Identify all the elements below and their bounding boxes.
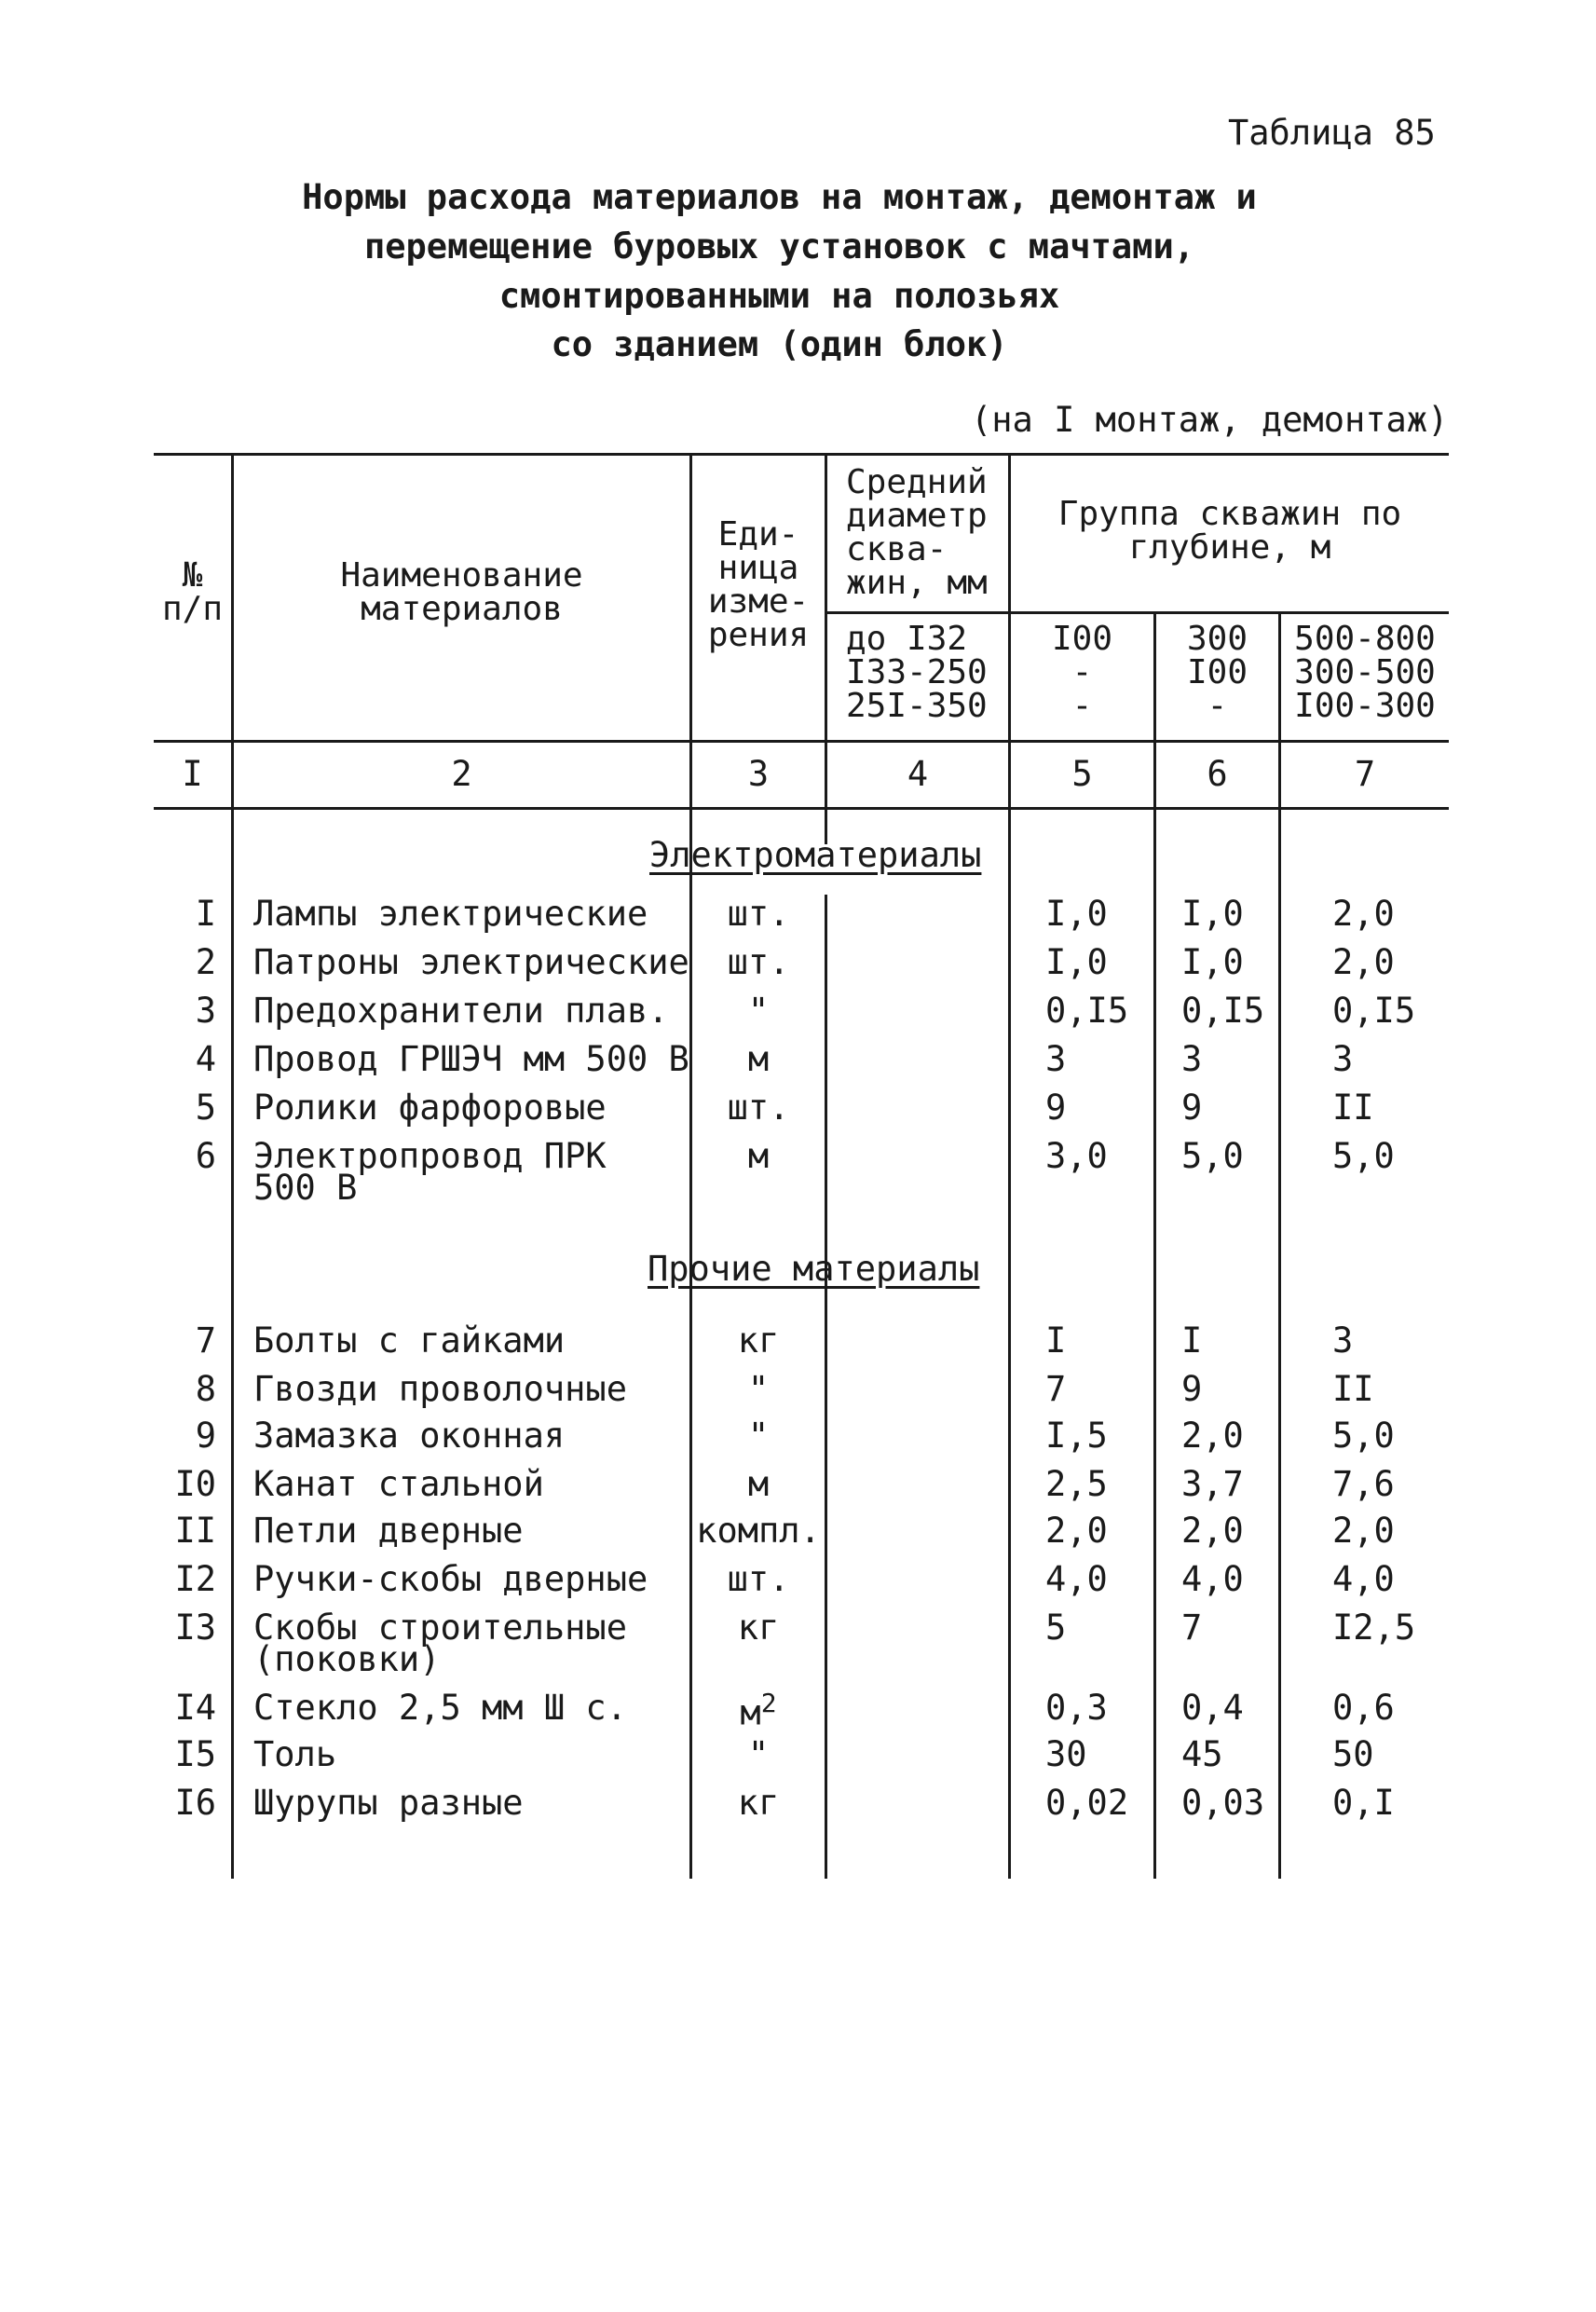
value-col7: 3 xyxy=(1332,1320,1354,1361)
material-name: Электропровод ПРК xyxy=(253,1136,607,1176)
unit-text: м xyxy=(747,1136,770,1176)
value-col6: 4,0 xyxy=(1181,1559,1244,1599)
value-col5: I,5 xyxy=(1045,1416,1108,1456)
value-col6: 7 xyxy=(1181,1607,1203,1648)
value-col6: 2,0 xyxy=(1181,1416,1244,1456)
value-col5: 30 xyxy=(1045,1734,1087,1774)
unit-cell xyxy=(692,1688,825,1733)
value-col5: 3,0 xyxy=(1045,1136,1108,1176)
header-diameter-values: до I32 I33-250 25I-350 xyxy=(846,620,988,725)
unit-note: (на I монтаж, демонтаж) xyxy=(971,400,1449,440)
material-name: Болты с гайками xyxy=(253,1320,566,1361)
row-number: 4 xyxy=(195,1039,216,1079)
unit-cell xyxy=(692,1783,825,1823)
material-name: Петли дверные xyxy=(253,1511,524,1551)
vline-6 xyxy=(1278,611,1281,1879)
material-name: Скобы строительные xyxy=(253,1607,627,1648)
material-name: Стекло 2,5 мм Ш с. xyxy=(253,1688,627,1728)
value-col5: 7 xyxy=(1045,1369,1067,1409)
value-col6: 0,03 xyxy=(1181,1783,1265,1823)
value-col7: 50 xyxy=(1332,1734,1374,1774)
value-col6: 3,7 xyxy=(1181,1464,1244,1504)
unit-text: компл. xyxy=(696,1511,821,1551)
material-name: Ручки-скобы дверные xyxy=(253,1559,648,1599)
unit-cell xyxy=(692,1088,825,1128)
colnum-2: 2 xyxy=(451,754,472,794)
unit-text: шт. xyxy=(727,894,790,934)
row-number: I2 xyxy=(174,1559,216,1599)
colnum-6: 6 xyxy=(1207,754,1228,794)
unit-superscript: 2 xyxy=(760,1688,777,1718)
value-col6: 9 xyxy=(1181,1088,1203,1128)
unit-text: " xyxy=(747,1416,770,1456)
colnum-1: I xyxy=(182,754,203,794)
material-name: Предохранители плав. xyxy=(253,991,669,1031)
unit-cell xyxy=(692,991,825,1031)
value-col7: II xyxy=(1332,1088,1374,1128)
material-name: 500 В xyxy=(253,1168,358,1208)
material-name: Гвозди проволочные xyxy=(253,1369,627,1409)
row-number: I4 xyxy=(174,1688,216,1728)
material-name: Лампы электрические xyxy=(253,894,648,934)
value-col7: 0,6 xyxy=(1332,1688,1395,1728)
unit-text: м xyxy=(747,1039,770,1079)
unit-text: шт. xyxy=(727,942,790,982)
row-number: 3 xyxy=(195,991,216,1031)
header-col5: I00 - - xyxy=(1051,620,1113,725)
value-col5: 5 xyxy=(1045,1607,1067,1648)
header-name: Наименование материалов xyxy=(340,556,583,628)
value-col6: 2,0 xyxy=(1181,1511,1244,1551)
header-diameter: Средний диаметр сква- жин, мм xyxy=(846,463,988,602)
unit-text: кг xyxy=(737,1607,780,1648)
unit-text: шт. xyxy=(727,1559,790,1599)
row-number: I6 xyxy=(174,1783,216,1823)
header-unit: Еди- ница изме- рения xyxy=(707,515,810,654)
unit-text: " xyxy=(747,991,770,1031)
material-name: (поковки) xyxy=(253,1639,441,1679)
section-title-other: Прочие материалы xyxy=(648,1249,980,1289)
header-col6: 300 I00 - xyxy=(1186,620,1248,725)
unit-cell xyxy=(692,1369,825,1409)
unit-text: кг xyxy=(737,1320,780,1361)
row-number: 8 xyxy=(195,1369,216,1409)
value-col5: 4,0 xyxy=(1045,1559,1108,1599)
title-line-4: со зданием (один блок) xyxy=(551,324,1008,364)
colnum-4: 4 xyxy=(907,754,929,794)
value-col7: 7,6 xyxy=(1332,1464,1395,1504)
row-number: 7 xyxy=(195,1320,216,1361)
row-number: I0 xyxy=(174,1464,216,1504)
row-number: I5 xyxy=(174,1734,216,1774)
value-col7: I2,5 xyxy=(1332,1607,1416,1648)
value-col5: 0,3 xyxy=(1045,1688,1108,1728)
value-col7: 2,0 xyxy=(1332,894,1395,934)
material-name: Канат стальной xyxy=(253,1464,544,1504)
value-col7: 2,0 xyxy=(1332,942,1395,982)
value-col7: 5,0 xyxy=(1332,1416,1395,1456)
value-col7: 3 xyxy=(1332,1039,1354,1079)
row-number: II xyxy=(174,1511,216,1551)
value-col6: I,0 xyxy=(1181,894,1244,934)
unit-text: " xyxy=(747,1369,770,1409)
header-col7: 500-800 300-500 I00-300 xyxy=(1294,620,1436,725)
unit-text: шт. xyxy=(727,1088,790,1128)
value-col7: 0,I5 xyxy=(1332,991,1416,1031)
unit-text: кг xyxy=(737,1783,780,1823)
section-title-electrical: Электроматериалы xyxy=(649,835,982,875)
value-col5: 2,5 xyxy=(1045,1464,1108,1504)
vline-1 xyxy=(231,453,234,1879)
value-col5: 0,I5 xyxy=(1045,991,1129,1031)
value-col6: I xyxy=(1181,1320,1203,1361)
unit-text: " xyxy=(747,1734,770,1774)
colnum-5: 5 xyxy=(1071,754,1093,794)
unit-cell xyxy=(692,1039,825,1079)
rule-header-bottom xyxy=(154,740,1449,743)
header-group: Группа скважин по глубине, м xyxy=(1057,495,1402,567)
row-number: 6 xyxy=(195,1136,216,1176)
value-col6: 0,I5 xyxy=(1181,991,1265,1031)
value-col5: 9 xyxy=(1045,1088,1067,1128)
colnum-3: 3 xyxy=(747,754,770,794)
value-col7: 0,I xyxy=(1332,1783,1395,1823)
rule-header-mid xyxy=(825,611,1449,614)
material-name: Провод ГРШЭЧ мм 500 В xyxy=(253,1039,689,1079)
title-line-2: перемещение буровых установок с мачтами, xyxy=(363,226,1195,267)
row-number: I xyxy=(195,894,216,934)
material-name: Ролики фарфоровые xyxy=(253,1088,607,1128)
row-number: 2 xyxy=(195,942,216,982)
material-name: Замазка оконная xyxy=(253,1416,566,1456)
unit-cell xyxy=(692,942,825,982)
unit-text: м xyxy=(740,1692,761,1733)
value-col5: 3 xyxy=(1045,1039,1067,1079)
value-col5: 0,02 xyxy=(1045,1783,1129,1823)
unit-cell xyxy=(692,894,825,934)
row-number: 9 xyxy=(195,1416,216,1456)
value-col7: 4,0 xyxy=(1332,1559,1395,1599)
value-col6: 3 xyxy=(1181,1039,1203,1079)
unit-cell xyxy=(692,1607,825,1648)
unit-cell xyxy=(692,1320,825,1361)
value-col5: I,0 xyxy=(1045,942,1108,982)
value-col6: 9 xyxy=(1181,1369,1203,1409)
row-number: 5 xyxy=(195,1088,216,1128)
value-col5: I,0 xyxy=(1045,894,1108,934)
rule-top xyxy=(154,453,1449,456)
unit-cell xyxy=(692,1559,825,1599)
title-line-3: смонтированными на полозьях xyxy=(498,276,1060,316)
title-line-1: Нормы расхода материалов на монтаж, демонтаж и xyxy=(302,177,1257,217)
unit-cell xyxy=(692,1416,825,1456)
value-col6: 0,4 xyxy=(1181,1688,1244,1728)
unit-cell xyxy=(692,1511,825,1551)
material-name: Шурупы разные xyxy=(253,1783,524,1823)
unit-cell xyxy=(692,1464,825,1504)
table-label: Таблица 85 xyxy=(1228,113,1436,153)
value-col6: 45 xyxy=(1181,1734,1223,1774)
unit-cell xyxy=(692,1734,825,1774)
header-num: № п/п xyxy=(161,556,224,628)
value-col7: 2,0 xyxy=(1332,1511,1395,1551)
unit-cell xyxy=(692,1136,825,1176)
row-number: I3 xyxy=(174,1607,216,1648)
vline-3-bottom xyxy=(825,895,827,1879)
value-col6: 5,0 xyxy=(1181,1136,1244,1176)
rule-colnum-bottom xyxy=(154,807,1449,810)
material-name: Патроны электрические xyxy=(253,942,689,982)
value-col7: 5,0 xyxy=(1332,1136,1395,1176)
unit-text: м xyxy=(747,1464,770,1504)
vline-5 xyxy=(1153,611,1156,1879)
material-name: Толь xyxy=(253,1734,337,1774)
value-col5: 2,0 xyxy=(1045,1511,1108,1551)
value-col7: II xyxy=(1332,1369,1374,1409)
value-col5: I xyxy=(1045,1320,1067,1361)
colnum-7: 7 xyxy=(1354,754,1376,794)
value-col6: I,0 xyxy=(1181,942,1244,982)
